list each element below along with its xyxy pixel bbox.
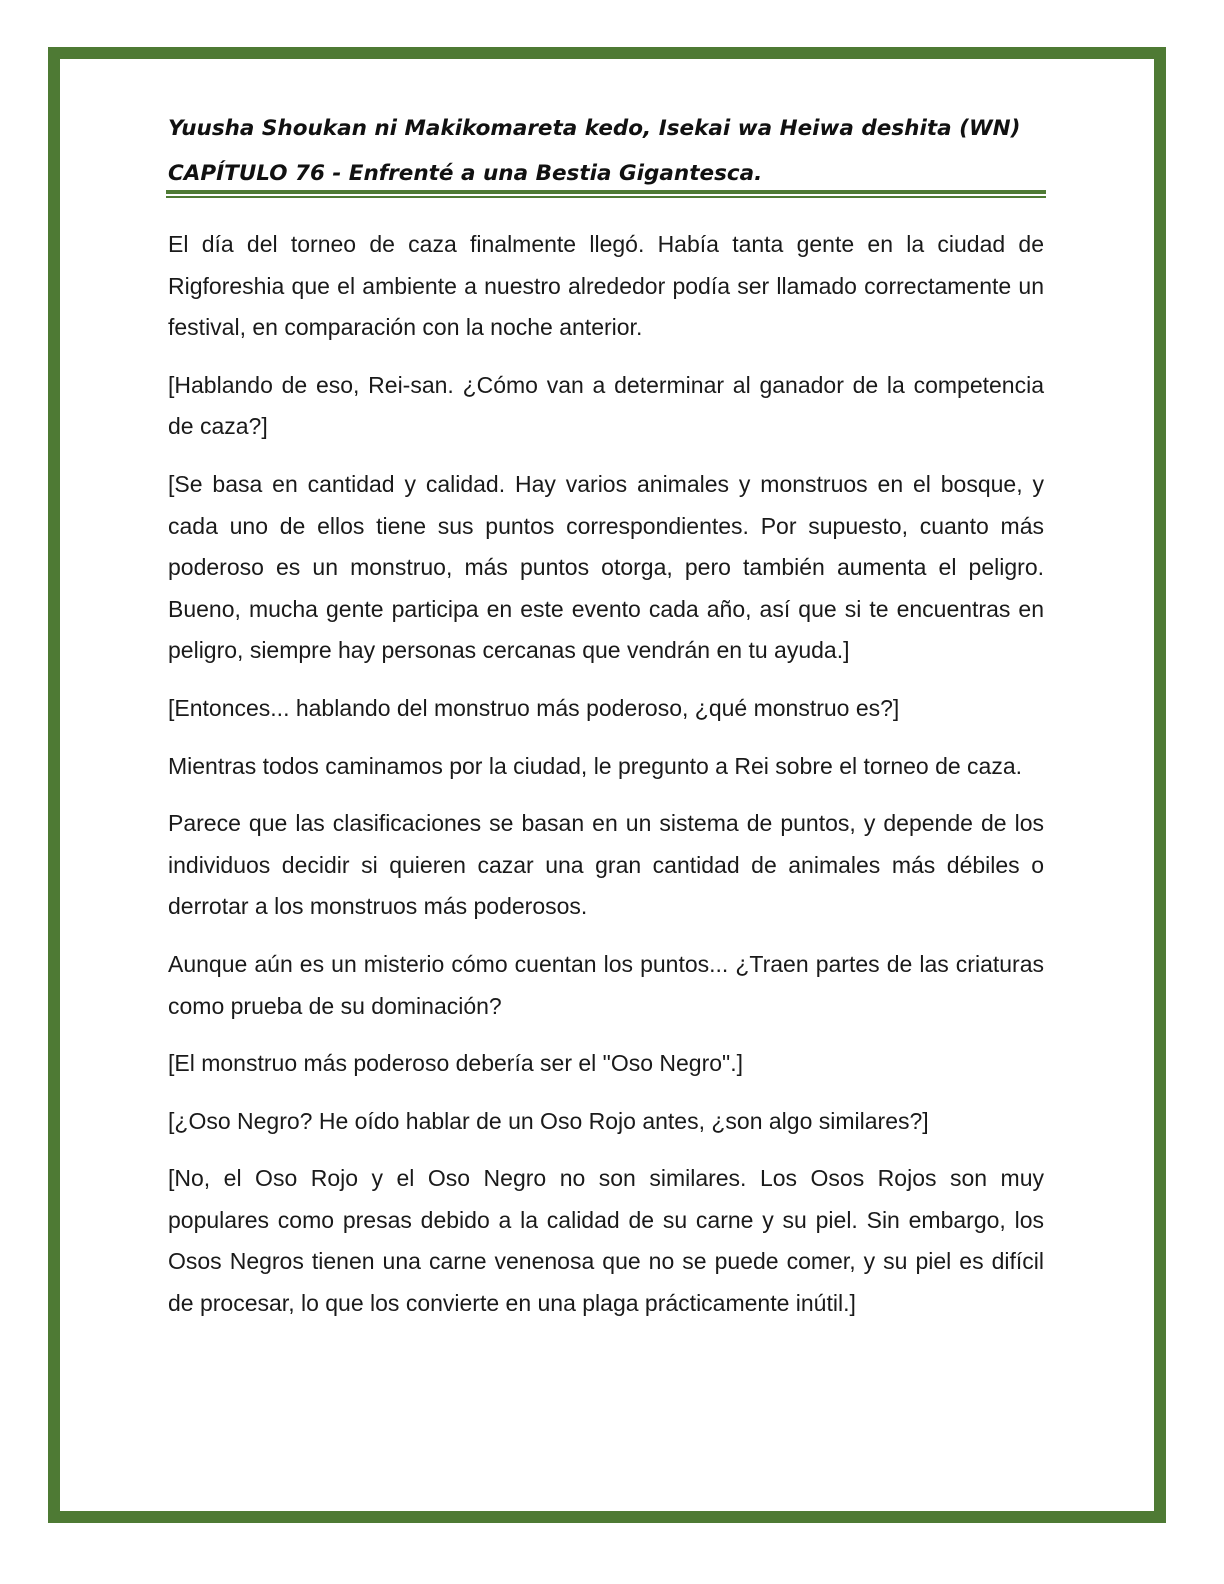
series-title: Yuusha Shoukan ni Makikomareta kedo, Isekai wa Heiwa deshita (WN) [168,116,1021,141]
paragraph: [¿Oso Negro? He oído hablar de un Oso Rojo antes, ¿son algo similares?] [168,1107,929,1134]
paragraph: Parece que las clasificaciones se basan en un sistema de puntos, y depende de los individuos decidir si quieren cazar una gran cantidad de animales más débiles o derrotar a los monstruos más poderosos. [168,810,1044,920]
chapter-body [168,224,1044,1325]
paragraph: [Se basa en cantidad y calidad. Hay varios animales y monstruos en el bosque, y cada uno de ellos tiene sus puntos correspondientes. Por supuesto, cuanto más poderoso es un monstruo, más puntos otorga, pero también aumenta el peligro. Bueno, mucha gente participa en este evento cada año, así que si te encuentras en peligro, siempre hay personas cercanas que vendrán en tu ayuda.] [168,470,1044,664]
title-underline [166,190,1046,198]
document-content [168,112,1044,1341]
paragraph: Mientras todos caminamos por la ciudad, le pregunto a Rei sobre el torneo de caza. [168,752,1023,779]
paragraph: [No, el Oso Rojo y el Oso Negro no son similares. Los Osos Rojos son muy populares como presas debido a la calidad de su carne y su piel. Sin embargo, los Osos Negros tienen una carne venenosa que no se puede comer, y su piel es difícil de procesar, lo que los convierte en una plaga prácticamente inútil.] [168,1165,1044,1317]
paragraph: [Entonces... hablando del monstruo más poderoso, ¿qué monstruo es?] [168,694,900,721]
paragraph: El día del torneo de caza finalmente llegó. Había tanta gente en la ciudad de Rigforeshia que el ambiente a nuestro alrededor podía ser llamado correctamente un festival, en comparación con la noche anterior. [168,231,1044,341]
paragraph: [El monstruo más poderoso debería ser el "Oso Negro".] [168,1050,743,1077]
paragraph: Aunque aún es un misterio cómo cuentan los puntos... ¿Traen partes de las criaturas como prueba de su dominación? [168,950,1044,1019]
chapter-title: CAPÍTULO 76 - Enfrenté a una Bestia Gigantesca. [168,161,763,186]
paragraph: [Hablando de eso, Rei-san. ¿Cómo van a determinar al ganador de la competencia de caza?] [168,371,1044,440]
